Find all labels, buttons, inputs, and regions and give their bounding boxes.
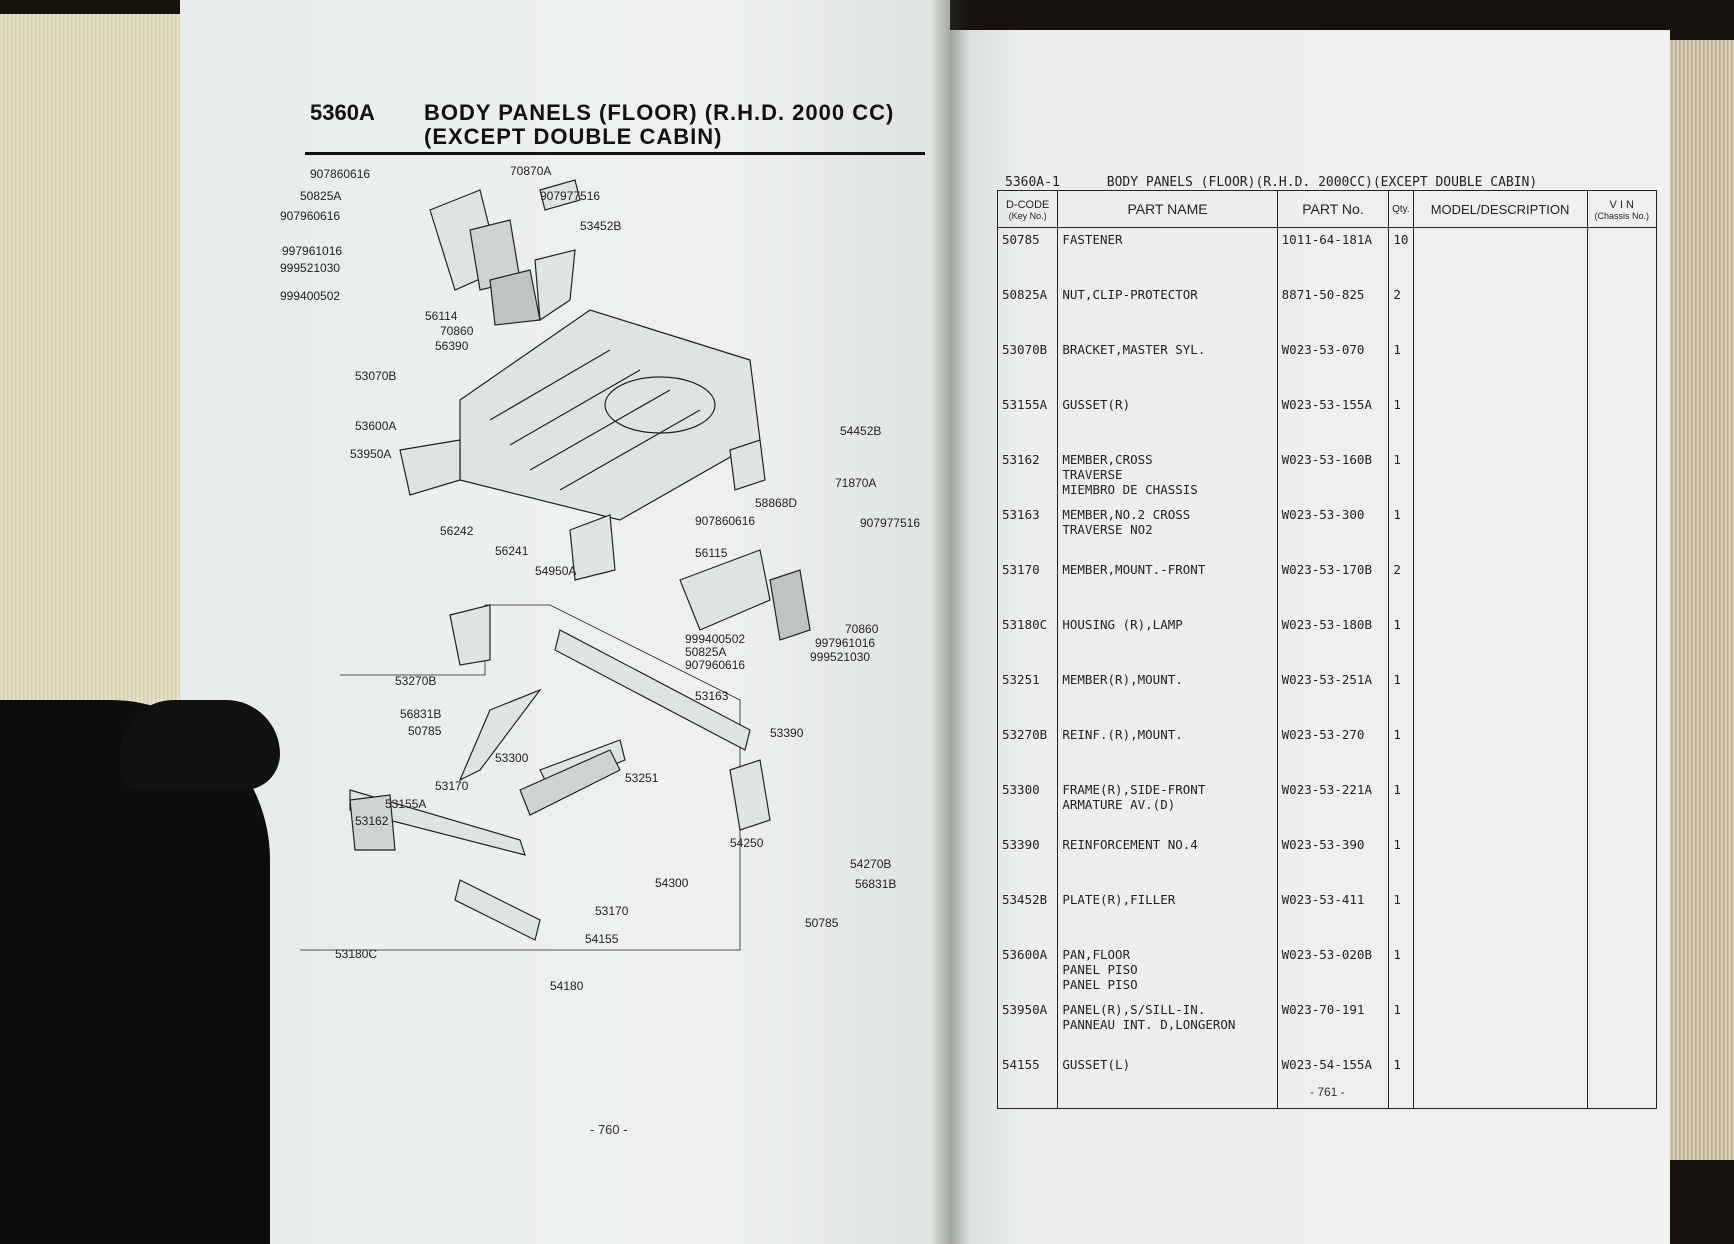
callout: 907960616 — [280, 209, 341, 223]
row-part-no: 8871-50-825 — [1277, 283, 1389, 338]
callout: 56114 — [425, 309, 458, 323]
row-qty: 2 — [1389, 558, 1413, 613]
row-model — [1413, 393, 1587, 448]
row-dcode: 53300 — [998, 778, 1058, 833]
callout: 53300 — [495, 751, 529, 765]
row-part-no: W023-53-270 — [1277, 723, 1389, 778]
callout: 54452B — [840, 424, 882, 438]
callout: 53162 — [355, 814, 389, 828]
side-frame-shape — [460, 690, 540, 780]
row-part-name — [1058, 778, 1277, 833]
table-header-row — [998, 191, 1657, 228]
row-part-name — [1058, 1053, 1277, 1109]
callout: 907860616 — [695, 514, 756, 528]
row-part-no: W023-53-070 — [1277, 338, 1389, 393]
row-part-no: W023-53-180B — [1277, 613, 1389, 668]
callout: 56831B — [400, 707, 442, 721]
row-dcode: 53155A — [998, 393, 1058, 448]
part-name-line: REINF.(R),MOUNT. — [1062, 727, 1183, 742]
row-model — [1413, 998, 1587, 1053]
row-qty: 1 — [1389, 888, 1413, 943]
table-header-title: 5360A-1 BODY PANELS (FLOOR)(R.H.D. 2000CC)(EXCEPT DOUBLE CABIN) — [1005, 175, 1538, 190]
row-model — [1413, 668, 1587, 723]
row-dcode: 53270B — [998, 723, 1058, 778]
row-part-no: W023-53-221A — [1277, 778, 1389, 833]
table-row — [998, 998, 1657, 1053]
part-name-line: MEMBER,MOUNT.-FRONT — [1062, 562, 1206, 577]
callout: 54155 — [585, 932, 619, 946]
row-part-no: W023-53-390 — [1277, 833, 1389, 888]
row-model — [1413, 888, 1587, 943]
part-name-line: TRAVERSE NO2 — [1062, 522, 1153, 537]
row-dcode: 53162 — [998, 448, 1058, 503]
callout: 999400502 — [685, 632, 746, 646]
row-model — [1413, 723, 1587, 778]
callout: 53452B — [580, 219, 622, 233]
row-qty: 1 — [1389, 503, 1413, 558]
lower-box-outline — [300, 605, 740, 950]
row-dcode: 53950A — [998, 998, 1058, 1053]
callout: 997961016 — [815, 636, 876, 650]
callout: 70860 — [845, 622, 879, 636]
part-name-line: PANEL(R),S/SILL-IN. — [1062, 1002, 1206, 1017]
callout: 999521030 — [810, 650, 871, 664]
table-row — [998, 283, 1657, 338]
row-qty: 1 — [1389, 613, 1413, 668]
row-vin — [1587, 888, 1656, 943]
row-vin — [1587, 558, 1656, 613]
callout: 53170 — [435, 779, 469, 793]
row-vin — [1587, 448, 1656, 503]
row-part-name — [1058, 943, 1277, 998]
row-part-no: W023-53-020B — [1277, 943, 1389, 998]
row-qty: 1 — [1389, 393, 1413, 448]
row-dcode: 50825A — [998, 283, 1058, 338]
row-dcode: 53390 — [998, 833, 1058, 888]
table-row — [998, 448, 1657, 503]
floor-pan-shape — [460, 310, 760, 520]
row-model — [1413, 338, 1587, 393]
row-vin — [1587, 613, 1656, 668]
row-model — [1413, 778, 1587, 833]
row-part-name — [1058, 613, 1277, 668]
row-vin — [1587, 1053, 1656, 1109]
callout-labels — [280, 164, 920, 993]
filler-plate-shape — [490, 270, 540, 325]
small-bracket-shape — [570, 515, 615, 580]
part-name-line: TRAVERSE — [1062, 467, 1123, 482]
callout: 56241 — [495, 544, 529, 558]
part-name-line: PANEL PISO — [1062, 977, 1138, 992]
table-row — [998, 613, 1657, 668]
upper-reinf-shape — [450, 605, 490, 665]
vin-sub: (Chassis No.) — [1594, 211, 1650, 221]
row-vin — [1587, 723, 1656, 778]
callout: 54180 — [550, 979, 584, 993]
table-row — [998, 723, 1657, 778]
row-vin — [1587, 283, 1656, 338]
row-part-no: W023-53-160B — [1277, 448, 1389, 503]
row-model — [1413, 943, 1587, 998]
parts-table-body — [998, 228, 1657, 1109]
callout: 58868D — [755, 496, 798, 510]
row-part-no: W023-53-411 — [1277, 888, 1389, 943]
row-part-name — [1058, 998, 1277, 1053]
table-row — [998, 228, 1657, 284]
col-qty: Qty. — [1389, 191, 1413, 228]
col-dcode — [998, 191, 1058, 228]
part-name-line: MIEMBRO DE CHASSIS — [1062, 482, 1198, 497]
callout: 53170 — [595, 904, 629, 918]
callout: 54300 — [655, 876, 689, 890]
row-part-name — [1058, 723, 1277, 778]
part-name-line: NUT,CLIP-PROTECTOR — [1062, 287, 1198, 302]
table-row — [998, 668, 1657, 723]
callout: 71870A — [835, 476, 877, 490]
callout: 56831B — [855, 877, 897, 891]
row-part-name — [1058, 393, 1277, 448]
part-name-line: FASTENER — [1062, 232, 1123, 247]
callout: 70870A — [510, 164, 552, 178]
callout: 56390 — [435, 339, 469, 353]
part-name-line: PANEL PISO — [1062, 962, 1138, 977]
callout: 53270B — [395, 674, 437, 688]
vin-label: V I N — [1609, 199, 1634, 211]
row-vin — [1587, 393, 1656, 448]
part-name-line: MEMBER,CROSS — [1062, 452, 1153, 467]
callout: 53950A — [350, 447, 392, 461]
row-qty: 2 — [1389, 283, 1413, 338]
row-part-no: W023-53-170B — [1277, 558, 1389, 613]
row-part-no: W023-53-251A — [1277, 668, 1389, 723]
callout: 999521030 — [280, 261, 341, 275]
callout: 53163 — [695, 689, 729, 703]
table-row — [998, 338, 1657, 393]
row-model — [1413, 833, 1587, 888]
part-name-line: MEMBER(R),MOUNT. — [1062, 672, 1183, 687]
row-model — [1413, 503, 1587, 558]
callout: 50825A — [685, 645, 727, 659]
row-part-name — [1058, 503, 1277, 558]
callout: 907860616 — [310, 167, 371, 181]
part-name-line: MEMBER,NO.2 CROSS — [1062, 507, 1191, 522]
row-qty: 1 — [1389, 723, 1413, 778]
callout: 53600A — [355, 419, 397, 433]
table-row — [998, 888, 1657, 943]
row-qty: 1 — [1389, 778, 1413, 833]
row-dcode: 54155 — [998, 1053, 1058, 1109]
part-name-line: REINFORCEMENT NO.4 — [1062, 837, 1198, 852]
left-page-number: - 760 - — [590, 1122, 628, 1137]
part-name-line: HOUSING (R),LAMP — [1062, 617, 1183, 632]
row-qty: 1 — [1389, 338, 1413, 393]
callout: 70860 — [440, 324, 474, 338]
right-bracket-shape — [535, 250, 575, 320]
part-name-line: FRAME(R),SIDE-FRONT — [1062, 782, 1206, 797]
row-dcode: 53170 — [998, 558, 1058, 613]
rear-mount-shape — [730, 760, 770, 830]
row-dcode: 53452B — [998, 888, 1058, 943]
col-part-name: PART NAME — [1058, 191, 1277, 228]
row-model — [1413, 558, 1587, 613]
row-part-no: W023-53-300 — [1277, 503, 1389, 558]
row-vin — [1587, 503, 1656, 558]
dcode-label: D-CODE — [1005, 199, 1050, 211]
exploded-parts-diagram — [280, 150, 930, 1110]
callout: 50785 — [408, 724, 442, 738]
parts-table — [997, 190, 1657, 1109]
row-dcode: 53251 — [998, 668, 1058, 723]
col-model: MODEL/DESCRIPTION — [1413, 191, 1587, 228]
finger-silhouette — [120, 700, 280, 790]
part-name-line: GUSSET(R) — [1062, 397, 1131, 412]
row-dcode: 53180C — [998, 613, 1058, 668]
row-dcode: 53600A — [998, 943, 1058, 998]
row-part-name — [1058, 228, 1277, 284]
rear-cross-shape — [455, 880, 540, 940]
callout: 54250 — [730, 836, 764, 850]
dcode-sub: (Key No.) — [1008, 211, 1047, 221]
row-qty: 1 — [1389, 448, 1413, 503]
callout: 997961016 — [282, 244, 343, 258]
table-row — [998, 833, 1657, 888]
row-vin — [1587, 338, 1656, 393]
callout: 54270B — [850, 857, 892, 871]
row-qty: 1 — [1389, 833, 1413, 888]
row-qty: 1 — [1389, 943, 1413, 998]
part-name-line: PAN,FLOOR — [1062, 947, 1131, 962]
part-name-line: ARMATURE AV.(D) — [1062, 797, 1176, 812]
callout: 907977516 — [540, 189, 601, 203]
row-model — [1413, 613, 1587, 668]
part-name-line: PLATE(R),FILLER — [1062, 892, 1176, 907]
callout: 56115 — [695, 546, 728, 560]
col-part-no: PART No. — [1277, 191, 1389, 228]
row-qty: 1 — [1389, 668, 1413, 723]
row-model — [1413, 228, 1587, 284]
row-part-name — [1058, 338, 1277, 393]
row-part-name — [1058, 888, 1277, 943]
callout: 907977516 — [860, 516, 921, 530]
row-vin — [1587, 833, 1656, 888]
table-row — [998, 943, 1657, 998]
row-vin — [1587, 778, 1656, 833]
callout: 53155A — [385, 797, 427, 811]
side-sill-shape — [400, 440, 460, 495]
section-code: 5360A — [310, 100, 375, 125]
row-dcode: 53163 — [998, 503, 1058, 558]
row-vin — [1587, 998, 1656, 1053]
col-vin — [1587, 191, 1656, 228]
table-row — [998, 558, 1657, 613]
section-subtitle: (EXCEPT DOUBLE CABIN) — [424, 124, 723, 149]
table-row — [998, 778, 1657, 833]
row-dcode: 50785 — [998, 228, 1058, 284]
right-filler-shape — [770, 570, 810, 640]
callout: 54950A — [535, 564, 577, 578]
row-part-name — [1058, 833, 1277, 888]
row-qty: 1 — [1389, 998, 1413, 1053]
table-row — [998, 393, 1657, 448]
right-page-number: - 761 - — [1310, 1085, 1345, 1099]
section-title: BODY PANELS (FLOOR) (R.H.D. 2000 CC) — [424, 100, 895, 125]
row-model — [1413, 1053, 1587, 1109]
table-row — [998, 1053, 1657, 1109]
row-vin — [1587, 228, 1656, 284]
callout: 907960616 — [685, 658, 746, 672]
row-part-no: 1011-64-181A — [1277, 228, 1389, 284]
callout: 999400502 — [280, 289, 341, 303]
callout: 53070B — [355, 369, 397, 383]
row-vin — [1587, 668, 1656, 723]
row-qty: 1 — [1389, 1053, 1413, 1109]
row-model — [1413, 283, 1587, 338]
part-name-line: PANNEAU INT. D,LONGERON — [1062, 1017, 1236, 1032]
row-vin — [1587, 943, 1656, 998]
row-part-name — [1058, 558, 1277, 613]
book-gutter — [930, 0, 970, 1244]
row-part-name — [1058, 283, 1277, 338]
part-name-line: BRACKET,MASTER SYL. — [1062, 342, 1206, 357]
callout: 56242 — [440, 524, 474, 538]
right-housing-shape — [680, 550, 770, 630]
callout: 53251 — [625, 771, 659, 785]
callout: 53390 — [770, 726, 804, 740]
table-row — [998, 503, 1657, 558]
row-part-no: W023-54-155A — [1277, 1053, 1389, 1109]
callout: 50785 — [805, 916, 839, 930]
row-qty: 10 — [1389, 228, 1413, 284]
callout: 53180C — [335, 947, 378, 961]
row-part-no: W023-70-191 — [1277, 998, 1389, 1053]
row-part-name — [1058, 668, 1277, 723]
row-dcode: 53070B — [998, 338, 1058, 393]
right-page-edges — [1660, 40, 1734, 1160]
row-part-name — [1058, 448, 1277, 503]
callout: 50825A — [300, 189, 342, 203]
row-part-no: W023-53-155A — [1277, 393, 1389, 448]
part-name-line: GUSSET(L) — [1062, 1057, 1131, 1072]
row-model — [1413, 448, 1587, 503]
